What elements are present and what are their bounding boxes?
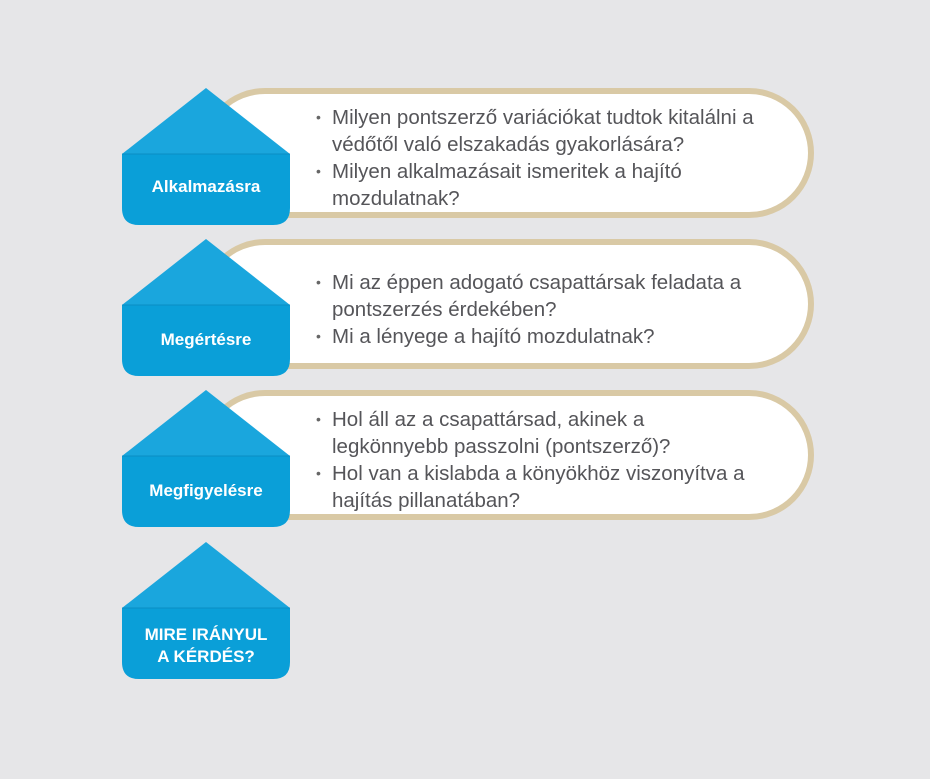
level-label: Alkalmazásra (151, 177, 261, 196)
header-label-line1: MIRE IRÁNYUL (144, 625, 268, 644)
house-icon (122, 390, 292, 528)
header-label-line2: A KÉRDÉS? (157, 647, 255, 666)
question-list (316, 104, 778, 212)
question-list (316, 406, 778, 514)
house-shape (122, 88, 292, 226)
house-icon (122, 239, 292, 377)
question-card (200, 88, 814, 218)
level-label: Megfigyelésre (149, 481, 263, 500)
house-icon (122, 88, 292, 226)
question-list (316, 269, 778, 350)
question-card (200, 390, 814, 520)
question-item: • Milyen alkalmazásait ismeritek a hajító mozdulatnak? (316, 158, 752, 212)
level-label: Megértésre (160, 330, 252, 349)
question-item: • Milyen pontszerző variációkat tudtok kitalálni a védőtől való elszakadás gyakorlására? (316, 104, 782, 158)
question-item: • Hol van a kislabda a könyökhöz viszonyítva a hajítás pillanatában? (316, 460, 792, 514)
house-shape (122, 542, 292, 680)
question-item: • Hol áll az a csapattársad, akinek a legkönnyebb passzolni (pontszerző)? (316, 406, 762, 460)
house-shape (122, 390, 292, 528)
question-item: • Mi az éppen adogató csapattársak feladata a pontszerzés érdekében? (316, 269, 782, 323)
question-card (200, 239, 814, 369)
question-item: • Mi a lényege a hajító mozdulatnak? (316, 323, 782, 350)
house-shape (122, 239, 292, 377)
